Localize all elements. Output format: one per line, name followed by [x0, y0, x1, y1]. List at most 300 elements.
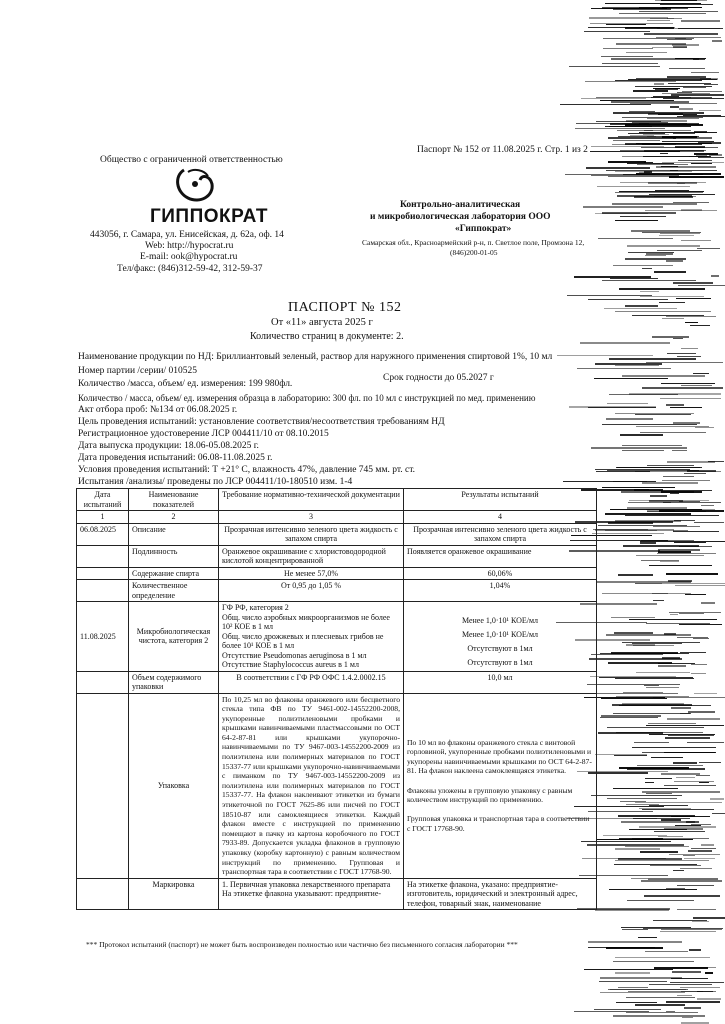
sample-act: Акт отбора проб: №134 от 06.08.2025 г.: [78, 405, 238, 415]
scan-streak: [677, 909, 716, 910]
scan-streak: [644, 33, 718, 35]
cell-requirement: Прозрачная интенсивно зеленого цвета жидкость с запахом спирта: [219, 523, 404, 545]
cell-requirement: От 0,95 до 1,05 %: [219, 580, 404, 602]
cell-date: [77, 693, 129, 878]
scan-streak: [613, 1015, 705, 1017]
scan-streak: [609, 394, 678, 395]
scan-streak: [655, 88, 678, 90]
scan-streak: [694, 522, 724, 523]
registration-certificate: Регистрационное удостоверение ЛСР 004411/10 от 08.10.2015: [78, 429, 329, 439]
scan-streak: [628, 133, 665, 134]
scan-streak: [675, 585, 725, 586]
scan-streak: [625, 124, 703, 126]
quantity: Количество /масса, объем/ ед. измерения: 199 980фл.: [78, 379, 293, 389]
cell-indicator: Количественное определение: [129, 580, 219, 602]
scan-streak: [603, 48, 653, 49]
company-type: Общество с ограниченной ответственностью: [100, 155, 283, 165]
scan-streak: [673, 338, 683, 339]
scan-streak: [652, 336, 689, 338]
scan-streak: [600, 977, 682, 979]
scan-streak: [677, 885, 714, 886]
scan-streak: [671, 707, 691, 709]
scan-streak: [602, 63, 658, 64]
scan-streak: [693, 373, 709, 374]
scan-streak: [608, 161, 646, 163]
scan-streak: [633, 818, 690, 819]
scan-streak: [616, 732, 703, 733]
scan-streak: [642, 387, 723, 389]
scan-streak: [658, 549, 700, 551]
scan-streak: [676, 298, 711, 299]
scan-streak: [696, 775, 710, 776]
scan-streak: [616, 43, 686, 45]
scan-streak: [632, 122, 668, 123]
scan-streak: [690, 325, 710, 326]
scan-streak: [602, 424, 697, 425]
scan-streak: [648, 878, 718, 880]
table-column-numbers: [77, 511, 597, 524]
lab-phone: (846)200-01-05: [450, 248, 498, 257]
scan-streak: [672, 450, 687, 451]
scan-streak: [606, 24, 646, 25]
scan-streak: [629, 111, 655, 112]
scan-streak: [618, 136, 699, 137]
scan-streak: [699, 110, 721, 111]
scan-streak: [671, 978, 708, 979]
scan-streak: [664, 633, 676, 635]
scan-streak: [642, 791, 720, 793]
scan-streak: [601, 56, 653, 57]
scan-streak: [645, 210, 717, 211]
scan-streak: [648, 27, 675, 28]
scan-streak: [639, 11, 718, 12]
cell-result: 10,0 мл: [404, 671, 597, 693]
scan-streak: [673, 531, 719, 532]
scan-streak: [666, 404, 684, 406]
col-number: 2: [129, 511, 219, 524]
scan-streak: [694, 153, 718, 155]
scan-streak: [591, 795, 682, 796]
scan-streak: [677, 637, 708, 638]
scan-streak: [590, 151, 680, 152]
scan-streak: [610, 123, 699, 125]
scan-streak: [626, 644, 655, 646]
scan-streak: [689, 156, 710, 157]
scan-streak: [631, 230, 690, 232]
scan-streak: [653, 920, 707, 921]
scan-streak: [643, 928, 723, 929]
scan-streak: [596, 97, 691, 98]
scan-streak: [620, 434, 663, 436]
scan-streak: [691, 72, 719, 73]
scan-streak: [653, 526, 700, 527]
scan-streak: [620, 801, 646, 802]
results-table: [76, 488, 597, 910]
scan-streak: [640, 541, 725, 542]
scan-streak: [680, 652, 706, 653]
scan-streak: [618, 987, 648, 988]
scan-streak: [615, 413, 694, 414]
table-row: [77, 671, 597, 693]
scan-streak: [620, 182, 706, 183]
scan-streak: [591, 175, 679, 176]
release-date: Дата выпуска продукции: 18.06-05.08.2025 г.: [78, 441, 259, 451]
scan-streak: [584, 969, 673, 970]
scan-streak: [591, 654, 663, 655]
scan-streak: [644, 685, 659, 686]
scan-streak: [632, 838, 709, 839]
scan-streak: [664, 752, 716, 753]
scan-streak: [598, 732, 663, 734]
scan-streak: [588, 947, 655, 948]
passport-reference: Паспорт № 152 от 11.08.2025 г. Стр. 1 из 2: [417, 145, 588, 155]
scan-streak: [644, 162, 653, 163]
scan-streak: [591, 447, 687, 449]
scan-streak: [710, 798, 724, 800]
scan-streak: [697, 998, 721, 1000]
scan-streak: [662, 480, 710, 481]
scan-streak: [679, 546, 713, 547]
scan-streak: [682, 91, 722, 92]
cell-result: По 10 мл во флаконы оранжевого стекла с винтовой горловиной, укупоренные пробками полиэтиленовыми и укупорены навинчиваемыми крышками по ОСТ 64-2-87-81. На флакон наклеена самоклеящаяся этикетка. Флаконы уложены в групповую упаковку с равным количеством инструкций по применению. Групповая упаковка и транспортная тара в соответствии с ГОСТ 17768-90.: [404, 693, 597, 878]
scan-streak: [608, 522, 653, 524]
scan-streak: [660, 233, 700, 234]
scan-streak: [679, 613, 704, 614]
lab-address: Самарская обл., Красноармейский р-н, п. Светлое поле, Промзона 12,: [362, 238, 585, 247]
scan-streak: [636, 78, 711, 79]
scan-streak: [581, 98, 646, 99]
scan-streak: [626, 120, 687, 122]
scan-streak: [676, 777, 695, 778]
col-number: 3: [219, 511, 404, 524]
scan-streak: [677, 356, 701, 357]
scan-streak: [675, 146, 705, 148]
scan-streak: [588, 407, 656, 408]
scan-streak: [649, 734, 715, 735]
scan-streak: [673, 530, 688, 531]
scan-streak: [598, 238, 673, 239]
expiry-date: Срок годности до 05.2027 г: [383, 373, 494, 383]
scan-streak: [682, 1017, 693, 1018]
scan-streak: [688, 850, 712, 852]
scan-streak: [620, 216, 666, 217]
scan-streak: [646, 725, 724, 726]
batch-number: Номер партии /серии/ 010525: [78, 366, 198, 376]
scan-streak: [621, 821, 695, 823]
scan-streak: [669, 854, 720, 855]
scan-streak: [657, 553, 716, 554]
scan-streak: [589, 17, 668, 19]
scan-streak: [628, 79, 717, 80]
scan-streak: [658, 836, 683, 837]
scan-streak: [633, 645, 674, 646]
scan-streak: [639, 826, 716, 828]
scan-streak: [611, 101, 689, 103]
scan-streak: [615, 192, 703, 193]
scan-streak: [574, 276, 651, 278]
scan-streak: [619, 838, 663, 840]
scan-streak: [674, 781, 714, 782]
table-row: [77, 545, 597, 567]
cell-indicator: Маркировка: [129, 878, 219, 910]
scan-streak: [659, 302, 685, 303]
scan-streak: [683, 855, 695, 856]
scan-streak: [587, 844, 684, 846]
scan-streak: [701, 505, 714, 506]
scan-streak: [677, 116, 725, 117]
scan-streak: [602, 212, 676, 214]
scan-streak: [625, 27, 674, 29]
scan-streak: [622, 703, 684, 705]
test-date: Дата проведения испытаний: 06.08-11.08.2025 г.: [78, 453, 273, 463]
scan-streak: [680, 987, 720, 988]
scan-streak: [659, 235, 694, 236]
scan-streak: [641, 540, 694, 541]
scan-streak: [636, 426, 709, 427]
scan-streak: [622, 642, 700, 643]
cell-indicator: Упаковка: [129, 693, 219, 878]
scan-streak: [646, 509, 715, 510]
scan-streak: [670, 407, 702, 408]
scan-streak: [671, 816, 710, 817]
scan-streak: [669, 176, 724, 178]
scan-streak: [623, 692, 663, 693]
scan-streak: [675, 38, 686, 39]
scan-streak: [653, 600, 664, 601]
scan-streak: [642, 752, 715, 753]
scan-streak: [603, 38, 694, 39]
table-row: [77, 523, 597, 545]
scan-streak: [640, 432, 706, 433]
col-number: 1: [77, 511, 129, 524]
scan-streak: [645, 778, 672, 779]
scan-streak: [642, 809, 714, 810]
scan-streak: [614, 864, 697, 865]
scan-streak: [662, 318, 684, 319]
scan-streak: [640, 851, 678, 853]
scan-streak: [634, 490, 712, 491]
scan-streak: [654, 83, 664, 85]
header-indicator: Наименование показателей: [129, 489, 219, 511]
scan-streak: [683, 87, 706, 88]
cell-date: [77, 671, 129, 693]
scan-streak: [694, 693, 717, 694]
scan-streak: [610, 278, 658, 279]
scan-streak: [613, 713, 691, 714]
scan-streak: [669, 612, 722, 613]
scan-streak: [635, 802, 722, 803]
scan-streak: [647, 511, 706, 512]
cell-date: [77, 580, 129, 602]
scan-streak: [698, 157, 724, 158]
scan-streak: [626, 804, 659, 805]
scan-streak: [693, 638, 709, 639]
scan-streak: [646, 793, 672, 794]
scan-streak: [675, 825, 701, 826]
scan-streak: [613, 961, 694, 962]
scan-streak: [677, 92, 692, 93]
scan-streak: [636, 173, 721, 175]
scan-streak: [660, 153, 669, 154]
scan-streak: [654, 967, 708, 969]
scan-streak: [615, 365, 659, 366]
scan-streak: [629, 500, 709, 501]
scan-streak: [662, 141, 714, 142]
scan-streak: [670, 982, 724, 983]
cell-indicator: Содержание спирта: [129, 567, 219, 580]
scan-streak: [597, 186, 690, 187]
scan-streak: [636, 555, 704, 556]
scan-streak: [678, 28, 723, 29]
test-conditions: Условия проведения испытаний: Т +21° С, влажность 47%, давление 745 мм. рт. ст.: [78, 465, 416, 475]
scan-streak: [595, 469, 690, 470]
scan-streak: [673, 137, 712, 139]
scan-streak: [662, 657, 680, 659]
scan-streak: [616, 696, 689, 697]
test-method: Испытания /анализы/ проведены по ЛСР 004411/10-180510 изм. 1-4: [78, 477, 353, 487]
scan-streak: [656, 166, 716, 168]
scan-streak: [673, 870, 684, 871]
cell-requirement: Не менее 57,0%: [219, 567, 404, 580]
scan-streak: [662, 7, 702, 8]
scan-streak: [646, 253, 673, 255]
scan-streak: [563, 481, 656, 482]
company-address: 443056, г. Самара, ул. Енисейская, д. 62а, оф. 14: [90, 230, 284, 240]
scan-streak: [612, 144, 676, 145]
scan-streak: [569, 406, 656, 408]
scan-streak: [617, 195, 692, 197]
scan-streak: [592, 533, 664, 534]
scan-streak: [700, 78, 718, 80]
scan-streak: [605, 3, 701, 4]
scan-streak: [709, 154, 722, 156]
scan-streak: [612, 203, 697, 205]
scan-streak: [649, 984, 712, 985]
scan-streak: [677, 183, 685, 184]
scan-streak: [670, 493, 679, 494]
page-count: Количество страниц в документе: 2.: [250, 331, 404, 342]
scan-streak: [697, 991, 713, 992]
scan-streak: [652, 593, 691, 594]
scan-streak: [580, 342, 670, 344]
scan-streak: [661, 166, 678, 167]
scan-streak: [667, 353, 696, 354]
scan-streak: [598, 525, 687, 526]
scan-streak: [611, 617, 655, 618]
scan-streak: [693, 59, 705, 60]
scan-streak: [607, 403, 648, 404]
scan-streak: [679, 501, 700, 502]
scan-streak: [617, 130, 691, 131]
scan-streak: [622, 445, 682, 446]
scan-streak: [639, 123, 687, 124]
scan-streak: [588, 27, 660, 28]
scan-streak: [607, 798, 677, 799]
scan-streak: [651, 97, 712, 98]
scan-streak: [625, 305, 658, 307]
scan-streak: [614, 632, 653, 634]
scan-streak: [606, 418, 653, 420]
scan-streak: [667, 18, 682, 19]
scan-streak: [701, 844, 714, 846]
scan-streak: [662, 136, 697, 138]
scan-streak: [569, 66, 660, 67]
scan-streak: [712, 40, 722, 42]
scan-streak: [595, 529, 674, 531]
scan-streak: [590, 676, 676, 677]
scan-streak: [604, 308, 677, 309]
scan-streak: [658, 665, 686, 667]
scan-streak: [603, 835, 667, 836]
scan-streak: [681, 991, 703, 992]
scan-streak: [689, 949, 702, 951]
scan-streak: [608, 989, 688, 990]
scan-streak: [574, 1011, 649, 1012]
scan-streak: [654, 196, 696, 197]
scan-streak: [611, 58, 699, 60]
scan-streak: [595, 363, 662, 365]
scan-streak: [634, 489, 649, 490]
scan-streak: [626, 1012, 698, 1013]
scan-streak: [588, 941, 682, 943]
scan-streak: [670, 106, 679, 108]
col-number: 4: [404, 511, 597, 524]
scan-streak: [691, 163, 712, 164]
scan-streak: [705, 972, 713, 974]
scan-streak: [615, 311, 711, 312]
scan-streak: [644, 130, 653, 131]
scan-streak: [565, 174, 655, 175]
scan-streak: [587, 684, 680, 685]
scan-streak: [660, 4, 713, 5]
scan-streak: [673, 133, 695, 134]
scan-streak: [667, 39, 692, 40]
scan-streak: [688, 711, 715, 713]
scan-streak: [586, 167, 650, 169]
scan-streak: [699, 782, 709, 783]
scan-streak: [613, 112, 704, 114]
scan-streak: [642, 482, 698, 484]
company-phone: Тел/факс: (846)312-59-42, 312-59-37: [117, 264, 263, 274]
scan-streak: [646, 623, 710, 624]
scan-streak: [681, 348, 698, 349]
lab-line-3: «Гиппократ»: [455, 224, 512, 234]
scan-streak: [619, 288, 705, 290]
logo-text: ГИППОКРАТ: [150, 206, 268, 227]
scan-streak: [602, 593, 668, 594]
scan-streak: [625, 846, 689, 847]
scan-streak: [660, 398, 721, 399]
scan-streak: [684, 473, 706, 474]
scan-streak: [632, 643, 682, 644]
cell-result: Прозрачная интенсивно зеленого цвета жидкость с запахом спирта: [404, 523, 597, 545]
scan-streak: [622, 375, 705, 377]
scan-streak: [666, 316, 716, 317]
scan-streak: [588, 299, 668, 300]
scan-streak: [606, 634, 691, 636]
scan-streak: [627, 163, 674, 164]
scan-streak: [704, 84, 718, 85]
cell-indicator: Объем содержимого упаковки: [129, 671, 219, 693]
scan-streak: [639, 172, 650, 173]
scan-streak: [691, 848, 716, 849]
scan-streak: [635, 583, 662, 584]
scan-streak: [605, 513, 691, 515]
scan-streak: [694, 131, 707, 133]
scan-streak: [684, 858, 715, 859]
scan-streak: [616, 467, 703, 468]
scan-streak: [647, 465, 694, 466]
